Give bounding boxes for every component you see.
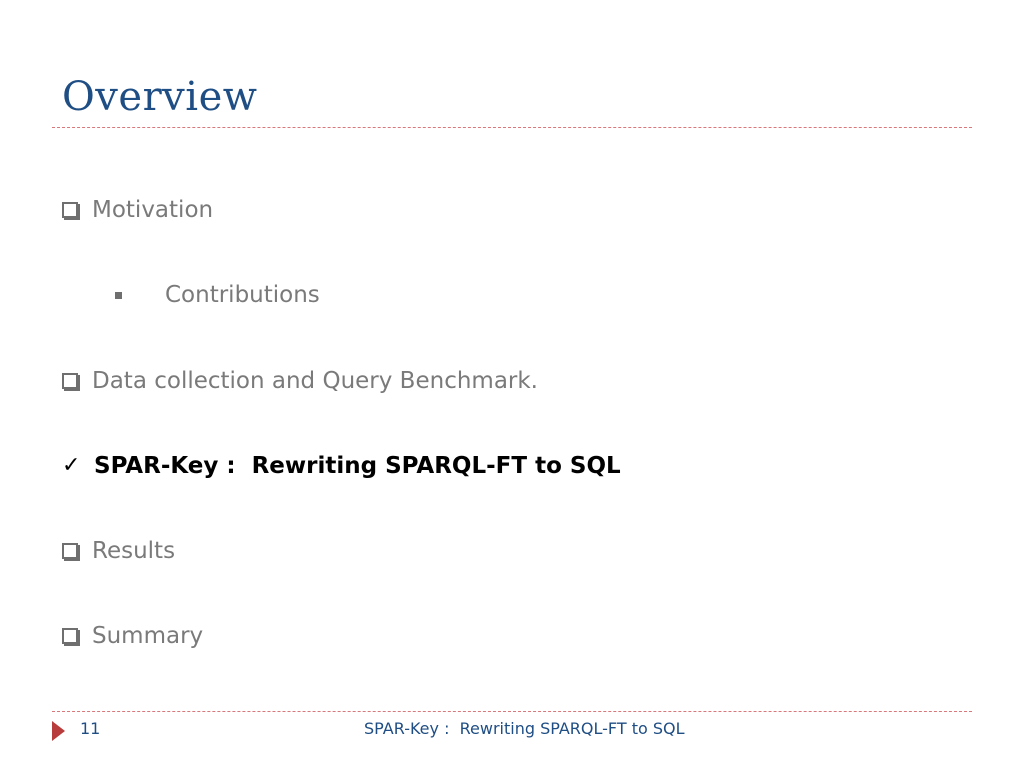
agenda-item-label: Data collection and Query Benchmark.: [92, 368, 538, 394]
checkbox-empty-icon: [62, 373, 78, 389]
agenda-item-label: Motivation: [92, 197, 214, 223]
triangle-right-icon: [52, 721, 65, 741]
checkbox-empty-icon: [62, 202, 78, 218]
checkbox-empty-icon: [62, 543, 78, 559]
agenda-item-label: Results: [92, 538, 176, 564]
agenda-item-label: Contributions: [165, 282, 320, 308]
agenda-item-summary: [62, 619, 203, 653]
square-bullet-icon: [115, 292, 122, 299]
agenda-item-spar-key: [62, 449, 621, 483]
agenda-item-label: Summary: [92, 623, 204, 649]
check-mark-icon: ✓: [62, 453, 81, 478]
agenda-item-motivation: [62, 193, 213, 227]
agenda-item-label: SPAR-Key : Rewriting SPARQL-FT to SQL: [94, 453, 621, 479]
footer-divider: [52, 711, 972, 712]
checkbox-empty-icon: [62, 628, 78, 644]
title-divider: [52, 127, 972, 128]
agenda-item-data-collection: [62, 364, 538, 398]
page-number: 11: [80, 719, 101, 738]
agenda-item-results: [62, 534, 175, 568]
slide-title: Overview: [62, 74, 258, 120]
footer-caption: SPAR-Key : Rewriting SPARQL-FT to SQL: [364, 719, 685, 738]
agenda-subitem-contributions: [115, 278, 320, 312]
